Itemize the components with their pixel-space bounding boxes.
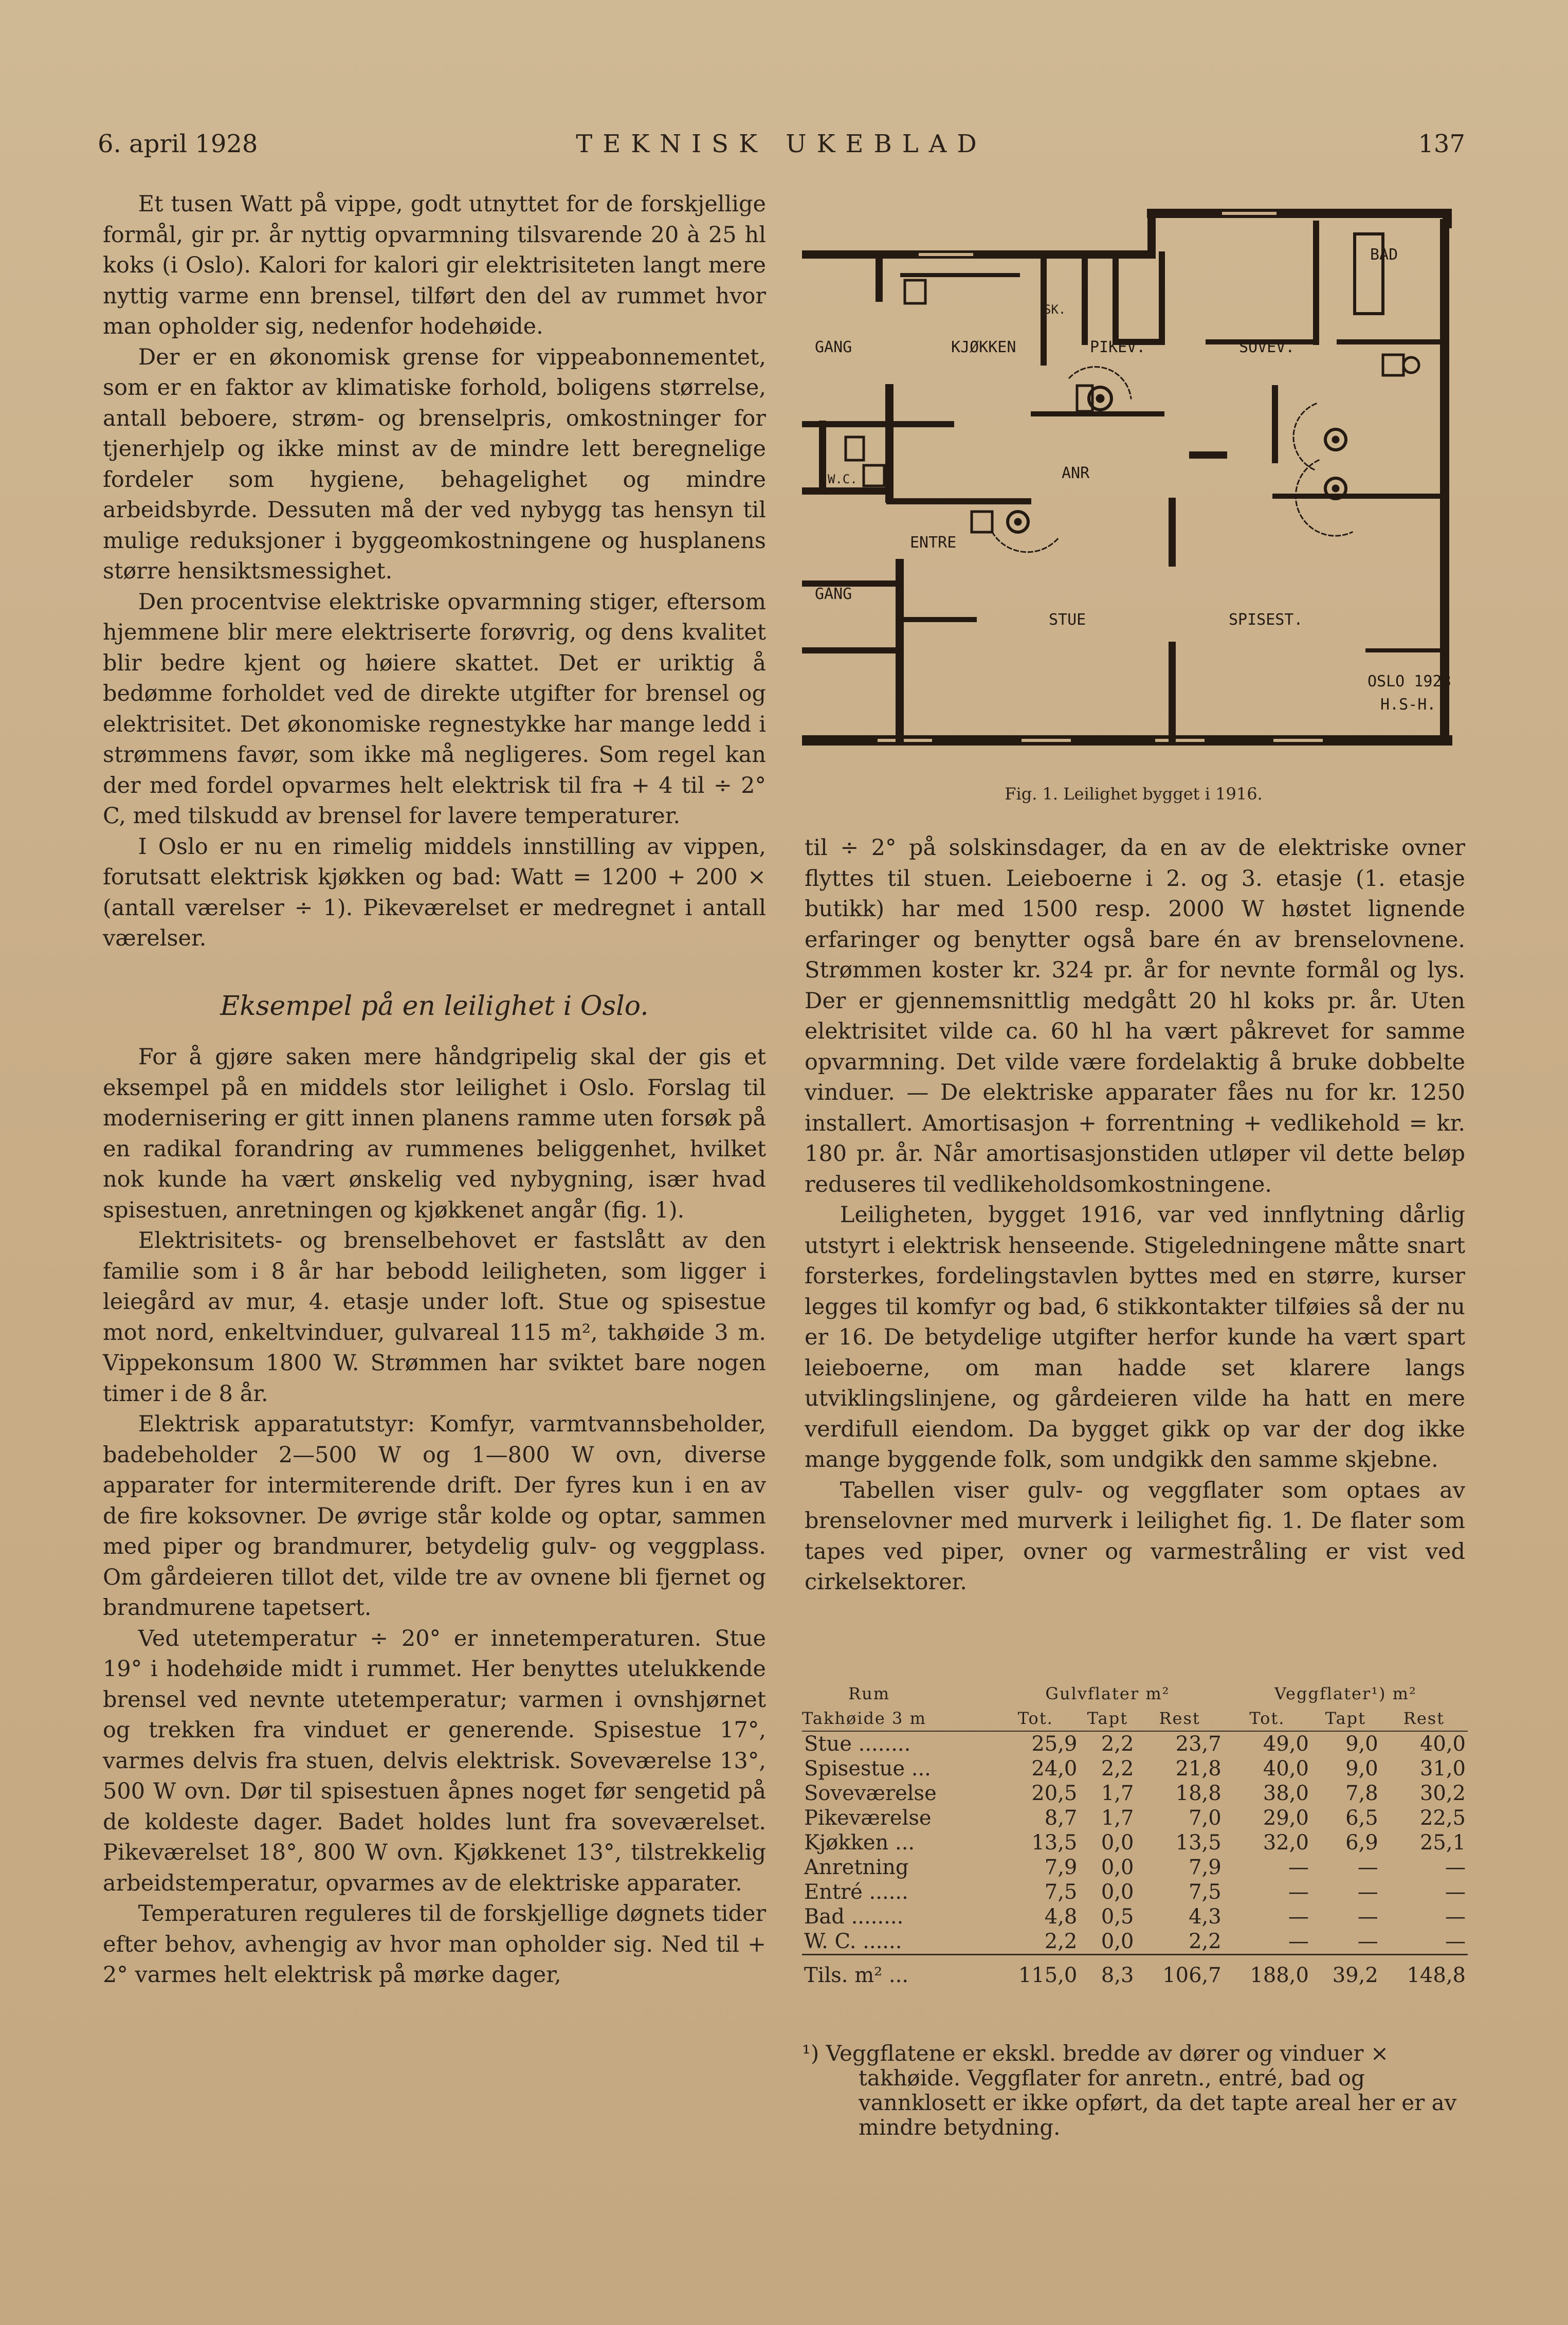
table-cell: 23,7 [1175, 1732, 1221, 1756]
page-number: 137 [1418, 130, 1465, 158]
table-cell: Anretning [804, 1856, 909, 1879]
table-cell: 29,0 [1263, 1806, 1309, 1830]
table-cell: 6,9 [1345, 1831, 1378, 1855]
col-height-header: Takhøide 3 m [802, 1706, 992, 1731]
label-spisest: SPISEST. [1229, 611, 1303, 629]
table-cell: — [1288, 1905, 1309, 1929]
figure-caption: Fig. 1. Leilighet bygget i 1916. [1005, 784, 1263, 804]
label-pikev: PIKEV. [1090, 338, 1146, 356]
floor-plan-figure [802, 203, 1465, 774]
table-cell: — [1445, 1930, 1466, 1953]
table-cell: 40,0 [1263, 1757, 1309, 1781]
paragraph: Tabellen viser gulv- og veggflater som optaes av brenselovner med murverk i leilighet fig. 1. De flater som tapes ved piper, ovner og varmestråling er vist ved cirkelsektorer. [805, 1477, 1465, 1595]
label-entre: ENTRE [910, 534, 957, 552]
journal-title: TEKNISK UKEBLAD [576, 130, 987, 158]
section-heading: Eksempel på en leilighet i Oslo. [220, 990, 649, 1022]
table-cell: 7,9 [1044, 1856, 1078, 1879]
table-cell: 9,0 [1345, 1757, 1378, 1781]
table-cell: — [1445, 1856, 1466, 1879]
col-wall-header: Veggflater¹) m² [1274, 1684, 1417, 1703]
issue-date: 6. april 1928 [98, 130, 258, 158]
table-cell: 2,2 [1101, 1757, 1134, 1781]
label-stue: STUE [1049, 611, 1086, 629]
label-stamp-initials: H.S-H. [1380, 696, 1436, 714]
table-row [802, 1855, 1468, 1880]
table-cell: Stue ........ [804, 1732, 911, 1756]
col-tot: Tot. [1224, 1706, 1311, 1731]
table-cell: 0,0 [1101, 1856, 1134, 1879]
table-row [802, 1880, 1468, 1904]
col-tot: Tot. [992, 1706, 1079, 1731]
table-cell: 8,7 [1044, 1806, 1078, 1830]
table-cell: 0,0 [1101, 1930, 1134, 1953]
table-cell: 7,9 [1189, 1856, 1221, 1879]
footnote-text: ¹) Veggflatene er ekskl. bredde av dører og vinduer × takhøide. Veggflater for anretn., entré, bad og vannklosett er ikke opført, da det tapte areal her er av mindre betydning. [802, 2041, 1457, 2140]
table-cell: Bad ........ [804, 1905, 904, 1929]
label-stamp-year: OSLO 1928 [1368, 673, 1451, 691]
table-cell: 13,5 [1175, 1831, 1221, 1855]
paragraph: til ÷ 2° på solskinsdager, da en av de elektriske ovner flyttes til stuen. Leieboerne i 2. og 3. etasje (1. etasje butikk) har med 1500 resp. 2000 W høstet lignende erfaringer og benytter også bare én av brenselovnene. Strømmen koster kr. 324 pr. år for nevnte formål og lys. Der er gjennemsnittlig medgått 20 hl koks pr. år. Uten elektrisitet vilde ca. 60 hl ha vært påkrevet for samme opvarmning. Det vilde være fordelaktig å bruke dobbelte vinduer. — De elektriske apparater fåes nu for kr. 1250 installert. Amortisasjon + forrentning + vedlikehold = kr. 180 pr. år. Når amortisasjonstiden utløper vil dette beløp reduseres til vedlikeholdsomkostningene. [805, 835, 1465, 1197]
col-floor-header: Gulvflater m² [1045, 1684, 1170, 1703]
running-header [98, 130, 1465, 166]
table-cell: 0,0 [1101, 1831, 1134, 1855]
table-cell: 7,8 [1345, 1782, 1378, 1805]
table-cell: 4,8 [1044, 1905, 1078, 1929]
table-cell: 31,0 [1419, 1757, 1466, 1781]
table-cell: Soveværelse [804, 1782, 937, 1805]
paragraph: Temperaturen reguleres til de forskjellige døgnets tider efter behov, avhengig av hvor man opholder sig. Ned til + 2° varmes helt elektrisk på mørke dager, [103, 1901, 766, 1988]
table-cell: 0,5 [1101, 1905, 1134, 1929]
table-cell: — [1357, 1856, 1378, 1879]
table-cell: — [1288, 1856, 1309, 1879]
table-cell: 1,7 [1101, 1806, 1134, 1830]
table-cell: — [1288, 1880, 1309, 1904]
col-rest: Rest [1136, 1706, 1224, 1731]
paragraph: Elektrisitets- og brenselbehovet er fastslått av den familie som i 8 år har bebodd leiligheten, som ligger i leiegård av mur, 4. etasje under loft. Stue og spisestue mot nord, enkeltvinduer, gulvareal 115 m², takhøide 3 m. Vippekonsum 1800 W. Strømmen har sviktet bare nogen timer i de 8 år. [103, 1228, 766, 1407]
table-cell: 32,0 [1263, 1831, 1309, 1855]
table-cell: 25,1 [1419, 1831, 1466, 1855]
table-cell: 0,0 [1101, 1880, 1134, 1904]
table-cell: 30,2 [1419, 1782, 1466, 1805]
table-cell: 188,0 [1224, 1955, 1311, 1991]
label-bad: BAD [1370, 246, 1398, 264]
paragraph: Elektrisk apparatutstyr: Komfyr, varmtvannsbeholder, badebeholder 2—500 W og 1—800 W ovn, diverse apparater for intermiterende drift. Der fyres kun i en av de fire koksovner. De øvrige står kolde og optar, sammen med piper og brandmurer, betydelig gulv- og veggplass. Om gårdeieren tillot det, vilde tre av ovnene bli fjernet og brandmurene tapetsert. [103, 1411, 766, 1621]
label-sovev: SOVEV. [1239, 338, 1295, 356]
paragraph: Der er en økonomisk grense for vippeabonnementet, som er en faktor av klimatiske forhold, boligens størrelse, antall beboere, strøm- og brenselpris, omkostninger for tjenerhjelp og ikke minst av de mindre lett beregnelige fordeler som hygiene, behagelighet og mindre arbeidsbyrde. Dessuten må der ved nybygg tas hensyn til mulige reduksjoner i byggeomkostningene og husplanens større hensiktsmessighet. [103, 344, 766, 584]
table-cell: — [1357, 1880, 1378, 1904]
table-cell: Kjøkken ... [804, 1831, 915, 1855]
table-cell: 7,5 [1044, 1880, 1078, 1904]
table-cell: Entré ...... [804, 1880, 908, 1904]
table-cell: 21,8 [1175, 1757, 1221, 1781]
table-cell: 49,0 [1263, 1732, 1309, 1756]
table-cell: — [1288, 1930, 1309, 1953]
label-kjokken: KJØKKEN [951, 338, 1016, 356]
table-row [802, 1904, 1468, 1929]
table-cell: 148,8 [1380, 1955, 1468, 1991]
table-cell: 7,5 [1189, 1880, 1221, 1904]
label-gang-2: GANG [815, 585, 852, 603]
table-cell: 38,0 [1263, 1782, 1309, 1805]
table-cell: — [1445, 1905, 1466, 1929]
table-cell: W. C. ...... [804, 1930, 902, 1953]
table-total-row [802, 1955, 1468, 1991]
paragraph: Et tusen Watt på vippe, godt utnyttet for de forskjellige formål, gir pr. år nyttig opvarmning tilsvarende 20 à 25 hl koks (i Oslo). Kalori for kalori gir elektrisiteten langt mere nyttig varme enn brensel, tilført den del av rummet hvor man opholder sig, nedenfor hodehøide. [103, 191, 766, 339]
table-cell: 2,2 [1044, 1930, 1078, 1953]
table-cell: Pikeværelse [804, 1806, 932, 1830]
table-row [802, 1806, 1468, 1830]
table-cell: 8,3 [1079, 1955, 1136, 1991]
table-cell: — [1357, 1905, 1378, 1929]
table-cell: 4,3 [1189, 1905, 1221, 1929]
col-tapt: Tapt [1079, 1706, 1136, 1731]
col-room-header: Rum [848, 1684, 890, 1703]
table-cell: 13,5 [1031, 1831, 1078, 1855]
area-table [802, 1681, 1468, 1990]
table-cell: 25,9 [1031, 1732, 1078, 1756]
label-sk: SK. [1044, 302, 1066, 317]
table-cell: 18,8 [1175, 1782, 1221, 1805]
table-row [802, 1830, 1468, 1855]
table-cell: 115,0 [992, 1955, 1079, 1991]
table-cell: 39,2 [1311, 1955, 1380, 1991]
right-column [805, 833, 1465, 1598]
label-gang: GANG [815, 338, 852, 356]
label-wc: W.C. [828, 472, 858, 486]
table-row [802, 1731, 1468, 1756]
table-cell: 6,5 [1345, 1806, 1378, 1830]
footnote [802, 2041, 1465, 2140]
table-cell: — [1357, 1930, 1378, 1953]
table-cell: 7,0 [1189, 1806, 1221, 1830]
table-cell: 22,5 [1419, 1806, 1466, 1830]
table-cell: 2,2 [1101, 1732, 1134, 1756]
table-cell: — [1445, 1880, 1466, 1904]
table-cell: 2,2 [1189, 1930, 1221, 1953]
table-cell: 24,0 [1031, 1757, 1078, 1781]
table-row [802, 1756, 1468, 1781]
table-row [802, 1929, 1468, 1955]
table-body [802, 1731, 1468, 1990]
table-row [802, 1781, 1468, 1806]
paragraph: Ved utetemperatur ÷ 20° er innetemperaturen. Stue 19° i hodehøide midt i rummet. Her benyttes utelukkende brensel ved nevnte utetemperatur; varmen i ovnshjørnet og trekken fra vinduet er generende. Spisestue 17°, varmes delvis fra stuen, delvis elektrisk. Soveværelse 13°, 500 W ovn. Dør til spisestuen åpnes noget før sengetid på de koldeste dager. Badet holdes lunt fra soveværelset. Pikeværelset 18°, 800 W ovn. Kjøkkenet 13°, tilstrekkelig arbeidstemperatur, opvarmes av de elektriske apparater. [103, 1625, 766, 1896]
paragraph: Leiligheten, bygget 1916, var ved innflytning dårlig utstyrt i elektrisk henseende. Stigeledningene måtte snart forsterkes, fordelingstavlen byttes med en større, kurser legges til komfyr og bad, 6 stikkontakter tilføies så der nu er 16. De betydelige utgifter herfor kunde ha vært spart leieboerne, om man hadde set klarere langs utviklingslinjene, og gårdeieren vilde ha hatt en mere verdifull eiendom. Da bygget gikk op var der dog ikke mange byggende folk, som undgikk den samme skjebne. [805, 1202, 1465, 1473]
table-cell: 106,7 [1136, 1955, 1224, 1991]
col-tapt: Tapt [1311, 1706, 1380, 1731]
paragraph: For å gjøre saken mere håndgripelig skal der gis et eksempel på en middels stor leilighet i Oslo. Forslag til modernisering er gitt innen planens ramme uten forsøk på en radikal forandring av rummenes beliggenhet, hvilket nok kunde ha vært ønskelig ved nybygning, især hvad spisestuen, anretningen og kjøkkenet angår (fig. 1). [103, 1044, 766, 1223]
col-rest: Rest [1380, 1706, 1468, 1731]
paragraph: Den procentvise elektriske opvarmning stiger, eftersom hjemmene blir mere elektriserte forøvrig, og dens kvalitet blir bedre kjent og høiere skattet. Det er uriktig å bedømme forholdet ved de direkte utgifter for brensel og elektrisitet. Det økonomiske regnestykke har mange ledd i strømmens favør, som ikke må negligeres. Som regel kan der med fordel opvarmes helt elektrisk til fra + 4 til ÷ 2° C, med tilskudd av brensel for lavere temperaturer. [103, 589, 766, 829]
label-anr: ANR [1062, 464, 1090, 482]
table-cell: Tils. m² ... [802, 1955, 992, 1991]
table-cell: 9,0 [1345, 1732, 1378, 1756]
table-cell: 40,0 [1419, 1732, 1466, 1756]
table-cell: 20,5 [1031, 1782, 1078, 1805]
paragraph: I Oslo er nu en rimelig middels innstilling av vippen, forutsatt elektrisk kjøkken og bad: Watt = 1200 + 200 × (antall værelser ÷ 1). Pikeværelset er medregnet i antall værelser. [103, 833, 766, 951]
table-cell: Spisestue ... [804, 1757, 931, 1781]
floor-plan-drawing [802, 203, 1465, 774]
left-column [103, 189, 766, 1991]
table-cell: 1,7 [1101, 1782, 1134, 1805]
